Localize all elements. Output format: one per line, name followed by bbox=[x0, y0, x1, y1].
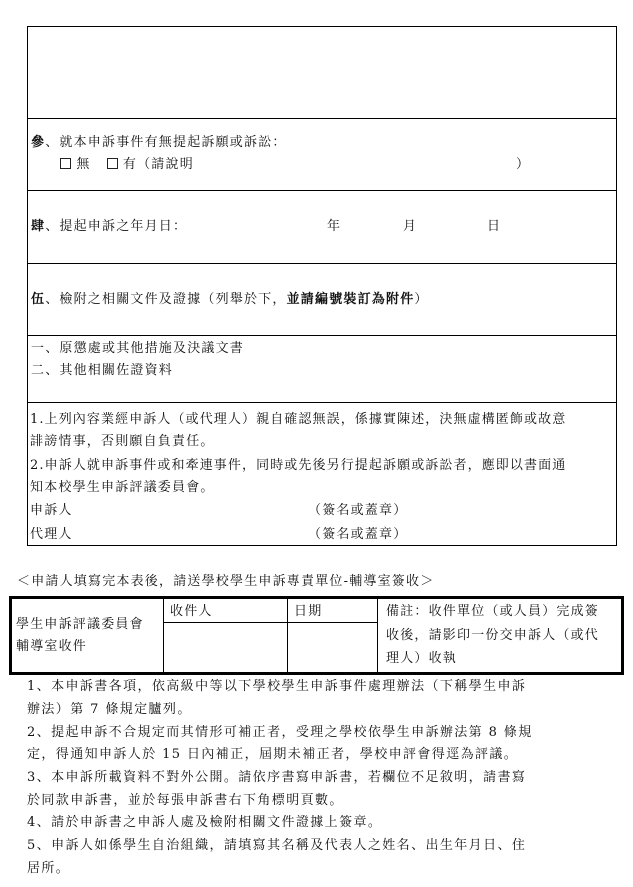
complainant-signature-field[interactable] bbox=[80, 500, 302, 520]
day-label: 日 bbox=[487, 219, 502, 234]
note-4: 4、請於申訴書之申訴人處及檢附相關文件證據上簽章。 bbox=[27, 815, 383, 830]
note-5: 5、申訴人如係學生自治組織，請填寫其名稱及代表人之姓名、出生年月日、住 bbox=[27, 838, 527, 853]
col-divider bbox=[287, 599, 288, 672]
date-header: 日期 bbox=[294, 604, 323, 619]
option-yes-label: 有 bbox=[122, 157, 138, 172]
note-3-cont: 於同款申訴書，並於每張申訴書右下角標明頁數。 bbox=[27, 793, 344, 808]
remark-line: 理人）收執 bbox=[386, 651, 458, 666]
header-divider bbox=[163, 622, 377, 623]
complainant-label: 申訴人 bbox=[30, 503, 73, 518]
section4-heading: 肆、提起申訴之年月日： bbox=[31, 219, 188, 234]
row-divider bbox=[27, 263, 617, 264]
attachment-item-2: 二、其他相關佐證資料 bbox=[31, 363, 174, 378]
declaration-line: 誹謗情事，否則願自負責任。 bbox=[30, 434, 215, 449]
complainant-signature-hint: （簽名或蓋章） bbox=[308, 503, 408, 518]
receipt-unit: 輔導室收件 bbox=[16, 639, 88, 654]
attachment-item-1: 一、原懲處或其他措施及決議文書 bbox=[31, 341, 245, 356]
date-field[interactable] bbox=[289, 624, 375, 670]
day-input[interactable] bbox=[420, 214, 482, 236]
agent-label: 代理人 bbox=[30, 527, 73, 542]
declaration-line: 知本校學生申訴評議委員會。 bbox=[30, 480, 215, 495]
row-divider bbox=[27, 118, 617, 119]
receipt-unit: 學生申訴評議委員會 bbox=[16, 617, 144, 632]
agent-signature-hint: （簽名或蓋章） bbox=[308, 527, 408, 542]
checkbox-none[interactable] bbox=[60, 158, 71, 169]
receipt-notice: ＜申請人填寫完本表後，請送學校學生申訴專責單位-輔導室簽收＞ bbox=[17, 574, 435, 589]
section3-heading: 參、就本申訴事件有無提起訴願或訴訟： bbox=[31, 135, 287, 150]
note-2: 2、提起申訴不合規定而其情形可補正者，受理之學校依學生申訴辦法第 8 條規 bbox=[27, 725, 533, 740]
option-none-label: 無 bbox=[76, 157, 91, 172]
note-5-cont: 居所。 bbox=[27, 861, 71, 876]
row-divider bbox=[27, 402, 617, 403]
declaration-line: 2.申訴人就申訴事件或和牽連事件，同時或先後另行提起訴願或訴訟者，應即以書面通 bbox=[30, 458, 567, 473]
receiver-header: 收件人 bbox=[170, 604, 213, 619]
declaration-line: 1.上列內容業經申訴人（或代理人）親自確認無誤，係據實陳述，決無虛構匿飾或故意 bbox=[30, 412, 567, 427]
note-1-cont: 辦法）第 7 條規定臚列。 bbox=[27, 702, 192, 717]
remark-line: 備註：收件單位（或人員）完成簽 bbox=[386, 604, 600, 619]
section3-options bbox=[60, 157, 194, 173]
year-label: 年 bbox=[327, 219, 342, 234]
month-label: 月 bbox=[403, 219, 418, 234]
row-divider bbox=[27, 335, 617, 336]
month-input[interactable] bbox=[345, 214, 400, 236]
note-1: 1、本申訴書各項，依高級中等以下學校學生申訴事件處理辦法（下稱學生申訴 bbox=[27, 679, 527, 694]
remark-line: 收後，請影印一份交申訴人（或代 bbox=[386, 628, 600, 643]
note-3: 3、本申訴所載資料不對外公開。請依序書寫申訴書，若欄位不足敘明，請書寫 bbox=[27, 770, 527, 785]
previous-section-blank-area[interactable] bbox=[28, 27, 616, 117]
section5-heading: 伍、檢附之相關文件及證據（列舉於下，並請編號裝訂為附件） bbox=[31, 292, 429, 307]
col-divider bbox=[163, 599, 164, 672]
explain-open: （請說明 bbox=[137, 157, 194, 172]
receiver-field[interactable] bbox=[165, 624, 285, 670]
agent-signature-field[interactable] bbox=[80, 523, 302, 543]
explain-close: ） bbox=[516, 157, 531, 172]
col-divider bbox=[377, 599, 378, 672]
checkbox-yes[interactable] bbox=[107, 158, 118, 169]
note-2-cont: 定，得通知申訴人於 15 日內補正，屆期未補正者，學校申評會得逕為評議。 bbox=[27, 747, 519, 762]
explain-input[interactable] bbox=[240, 155, 510, 173]
year-input[interactable] bbox=[200, 214, 320, 236]
row-divider bbox=[27, 190, 617, 191]
